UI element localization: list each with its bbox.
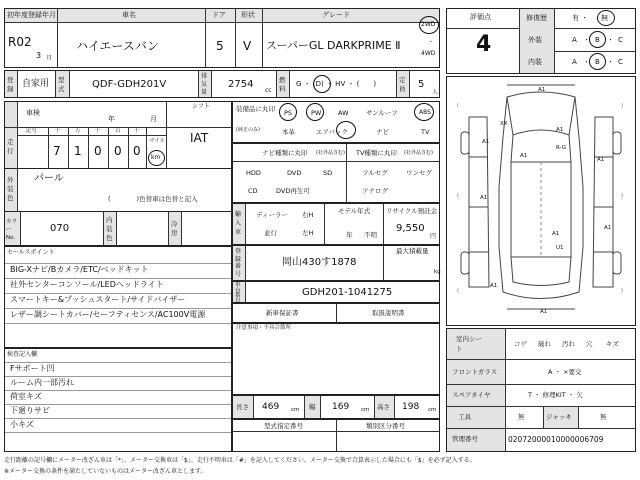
exterior-a: A (572, 36, 577, 44)
color-no-value: 070 (50, 223, 70, 234)
damage-mark: A1 (480, 195, 488, 201)
door-label: ドア (212, 11, 226, 19)
damage-mark: A1 (540, 309, 548, 315)
shape-label: 形状 (241, 11, 255, 19)
damage-mark: A1 (597, 157, 605, 163)
inspector-title: 検査記入欄 (7, 351, 38, 358)
tools-value: 無 (518, 413, 525, 421)
svg-text:(: ( (457, 193, 459, 199)
damage-mark: XX (500, 121, 508, 127)
equipment-subtitle: (純正のみ) (236, 127, 260, 133)
km-label: km (151, 154, 161, 161)
recycle-unit: 円 (430, 233, 437, 240)
windshield-value: A ・ ×要交 (548, 368, 582, 376)
fuel-label: 燃料 (279, 76, 286, 93)
shape-value: V (243, 39, 252, 53)
inspector-note: 荷室キズ (10, 392, 42, 401)
exterior-color-label: 外装色 (7, 176, 14, 202)
damage-mark: A1 (538, 87, 546, 93)
capacity-unit: 人 (432, 89, 439, 96)
chassis-label: 車台番号 (235, 282, 241, 305)
interior-c: C (618, 58, 623, 66)
footer-note-1: 走行距離の記号欄にメーター改ざん車は「*」、メーター交換車は「$」、走行不明車は「#」を記入してください。メーター交換で合算表示した場合にも「$」を必ず記入する。 (4, 457, 476, 464)
mileage-digit: 7 (53, 144, 61, 158)
mgmt-number-value: 02072000010000006709 (508, 435, 604, 444)
sales-points-title: セールスポイント (7, 249, 55, 256)
right-hand-label: 右H (302, 211, 314, 219)
shift-label: シフト (192, 103, 211, 110)
unit-header: 記号 (26, 128, 38, 134)
width-unit: cm (361, 407, 370, 413)
equip-tv: TV (421, 128, 430, 136)
inspector-note: 下廻りサビ (10, 406, 50, 415)
spare-tire-label: スペアタイヤ (452, 391, 491, 399)
jack-value: 無 (600, 413, 607, 421)
model-label: 型式 (58, 76, 65, 93)
mileage-digit: 0 (133, 144, 141, 158)
glass-mark: R-G (556, 145, 567, 151)
equip-leather: 本革 (282, 128, 295, 136)
sales-point: スマートキー&プッシュスタート/サイドバイザー (10, 295, 186, 304)
equip-sunroof: サンルーフ (366, 109, 398, 117)
exterior-color-value: パール (34, 173, 64, 184)
grade-value: スーパーGL DARKPRIME Ⅱ (266, 39, 401, 52)
divider (262, 9, 263, 67)
airbag-circle (336, 121, 356, 139)
svg-text:): ) (621, 103, 623, 109)
width-label: 幅 (309, 403, 316, 411)
repair-label: 修復歴 (526, 14, 547, 22)
length-label: 長さ (236, 403, 249, 411)
drive-4wd: 4WD (421, 50, 436, 57)
ps-circle (279, 103, 297, 121)
first-reg-month: 3 (36, 51, 42, 60)
color-change-note: ( )色替車は色替と記入 (108, 195, 198, 203)
inspector-note: 小キズ (10, 420, 34, 429)
car-name-value: ハイエースバン (76, 39, 159, 53)
unit-header: 十 (134, 128, 140, 134)
inspection-year-label: 年 (108, 115, 115, 123)
equipment-title: 装備品に丸印 (236, 105, 275, 113)
model-year-unknown: 不明 (364, 231, 377, 239)
damage-mark: A1 (556, 127, 564, 133)
divider (57, 9, 58, 67)
tv-title: TV種類に丸印 (356, 149, 397, 157)
damage-mark: A1 (604, 225, 612, 231)
sales-point: レザー調シートカバー/セーフティセンス/AC100V電源 (10, 310, 206, 319)
import-label: 輸入車 (235, 211, 242, 236)
tools-label: 工具 (458, 413, 471, 421)
mileage-digit: 0 (114, 144, 122, 158)
exterior-label: 外装 (528, 36, 542, 44)
drive-2wd: 2WD (421, 21, 436, 28)
capacity-label: 定員 (399, 76, 406, 93)
damage-mark: A1 (482, 139, 490, 145)
max-load-unit: kg (434, 269, 441, 275)
recycle-label: リサイクル預託金 (386, 207, 438, 215)
max-load-label: 最大積載量 (396, 247, 429, 255)
model-year-label: モデル年式 (338, 207, 371, 215)
displacement-value: 2754 (228, 79, 254, 90)
cooling-label: 冷房 (171, 220, 178, 237)
tv-fullseg: フルセグ (362, 169, 388, 177)
navi-cd: CD (248, 187, 258, 195)
score-label: 評価点 (470, 13, 491, 21)
navi-subtitle: (社外品含む) (316, 150, 345, 156)
windshield-label: フロントガラス (452, 368, 498, 376)
exterior-b: B (595, 36, 600, 44)
navi-dvd-play: DVD再生可 (276, 187, 310, 195)
repair-none-circle (597, 10, 615, 26)
height-value: 198 (402, 402, 420, 412)
repair-none: 無 (601, 14, 608, 22)
chassis-value: GDH201-1041275 (302, 287, 393, 298)
damage-mark: A1 (520, 153, 528, 159)
divider (205, 9, 206, 67)
sales-point: 社外センターコンソール/LEDヘッドライト (10, 280, 164, 289)
mile-label: マイル (149, 138, 166, 144)
room-item: 破れ (538, 340, 551, 348)
left-hand-label: 左H (302, 229, 314, 237)
height-label: 高さ (377, 403, 390, 411)
room-seat-label: 室内シート (456, 335, 482, 353)
fuel-d-circle (313, 75, 331, 93)
inspector-note: ルーム内一部汚れ (10, 378, 74, 387)
km-circle (148, 150, 165, 166)
class-number-label: 類別区分番号 (366, 422, 405, 430)
month-unit: 月 (46, 55, 53, 62)
equip-aw: AW (338, 109, 349, 117)
equip-airbag: エアバック (316, 128, 348, 136)
room-item: 穴 (586, 340, 593, 348)
repair-options: 有 ・ (572, 14, 589, 22)
inspection-label: 車検 (26, 109, 40, 117)
equip-navi: ナビ (376, 128, 389, 136)
car-damage-diagram (447, 77, 635, 325)
divider (235, 9, 236, 67)
mileage-digit: 1 (74, 144, 82, 158)
model-year-unit: 年 (346, 231, 353, 239)
registration-value: 自家用 (22, 79, 50, 89)
pw-circle (306, 103, 324, 121)
damage-mark: A1 (490, 283, 498, 289)
height-unit: cm (428, 407, 437, 413)
interior-a: A (572, 58, 577, 66)
tv-subtitle: (社外品含む) (404, 150, 433, 156)
parallel-label: 並行 (264, 229, 277, 237)
unit-header: 万 (75, 128, 81, 134)
navi-hdd: HDD (246, 169, 261, 177)
navi-dvd: DVD (287, 169, 302, 177)
mileage-digit: 0 (94, 144, 102, 158)
shift-value: IAT (190, 131, 209, 145)
fuel-options: G ・ (D) ・ HV ・ ( ) (296, 80, 377, 88)
interior-b-circle (589, 53, 606, 70)
capacity-value: 5 (418, 79, 425, 90)
grade-label: グレード (322, 11, 350, 19)
first-reg-year: R02 (8, 35, 32, 49)
abs-circle (414, 103, 434, 121)
caution-label: 注意事項・不具合箇所 (236, 325, 292, 331)
divider (5, 22, 439, 23)
length-unit: cm (291, 407, 300, 413)
unit-header: 百 (115, 128, 121, 134)
room-item: キズ (606, 340, 619, 348)
new-car-warranty: 新車保証書 (266, 309, 299, 317)
svg-text:(: ( (457, 103, 459, 109)
tv-oneseg: ワンセグ (406, 169, 432, 177)
manual-label: 取扱説明書 (372, 309, 405, 317)
exterior-b-circle (589, 31, 606, 48)
glass-mark: A1 (552, 231, 560, 237)
damage-mark: U1 (556, 245, 564, 251)
spare-tire-value: T ・ 修理KIT ・ 欠 (528, 391, 583, 399)
jack-label: ジャッキ (546, 413, 572, 421)
equip-abs: ABS (419, 109, 431, 116)
mileage-label: 走行 (7, 138, 14, 155)
equip-pw: PW (311, 109, 322, 117)
dealer-label: ディーラー (256, 211, 288, 219)
inspection-month-label: 月 (150, 115, 157, 123)
interior-label: 内装 (528, 58, 542, 66)
plate-value: 岡山430す1878 (282, 257, 357, 268)
room-item: 汚れ (562, 340, 575, 348)
color-no-box (4, 211, 232, 246)
interior-b: B (595, 58, 600, 66)
length-value: 469 (262, 402, 280, 412)
navi-title: ナビ種類に丸印 (262, 149, 308, 157)
interior-color-label: 内装色 (106, 216, 113, 242)
first-reg-label: 初年度登録年月 (7, 11, 56, 19)
plate-label: 登録番号 (235, 248, 242, 278)
equip-ps: PS (284, 109, 293, 117)
displacement-unit: cc (265, 87, 272, 94)
exterior-c: C (618, 36, 623, 44)
score-value: 4 (476, 32, 492, 57)
car-name-label: 車名 (122, 11, 136, 19)
color-no-label: カラーNo. (6, 219, 18, 241)
svg-text:(: ( (457, 288, 459, 294)
mgmt-number-label: 管理番号 (452, 435, 478, 443)
sales-point: BIG-Xナビ/Bカメラ/ETC/ベッドキット (10, 265, 149, 274)
inspector-note: Fサポート凹 (10, 364, 55, 373)
doors-value: 5 (216, 39, 224, 53)
svg-text:): ) (621, 193, 623, 199)
room-item: コゲ (514, 340, 527, 348)
tv-analog: アナログ (362, 187, 388, 195)
registration-label: 登録 (7, 76, 14, 93)
caution-box (232, 323, 440, 395)
width-value: 169 (332, 402, 350, 412)
displacement-label: 排気量 (201, 73, 208, 96)
unit-header: 十 (55, 128, 61, 134)
navi-sd: SD (323, 169, 333, 177)
unit-header: 千 (95, 128, 101, 134)
footer-note-2: ※メーター交換の条件を満たしていないものはメーター改ざん車とします。 (4, 468, 207, 475)
type-designation-label: 型式指定番号 (264, 422, 303, 430)
model-value: QDF-GDH201V (92, 79, 167, 90)
svg-text:): ) (621, 288, 623, 294)
recycle-value: 9,550 (396, 223, 425, 234)
